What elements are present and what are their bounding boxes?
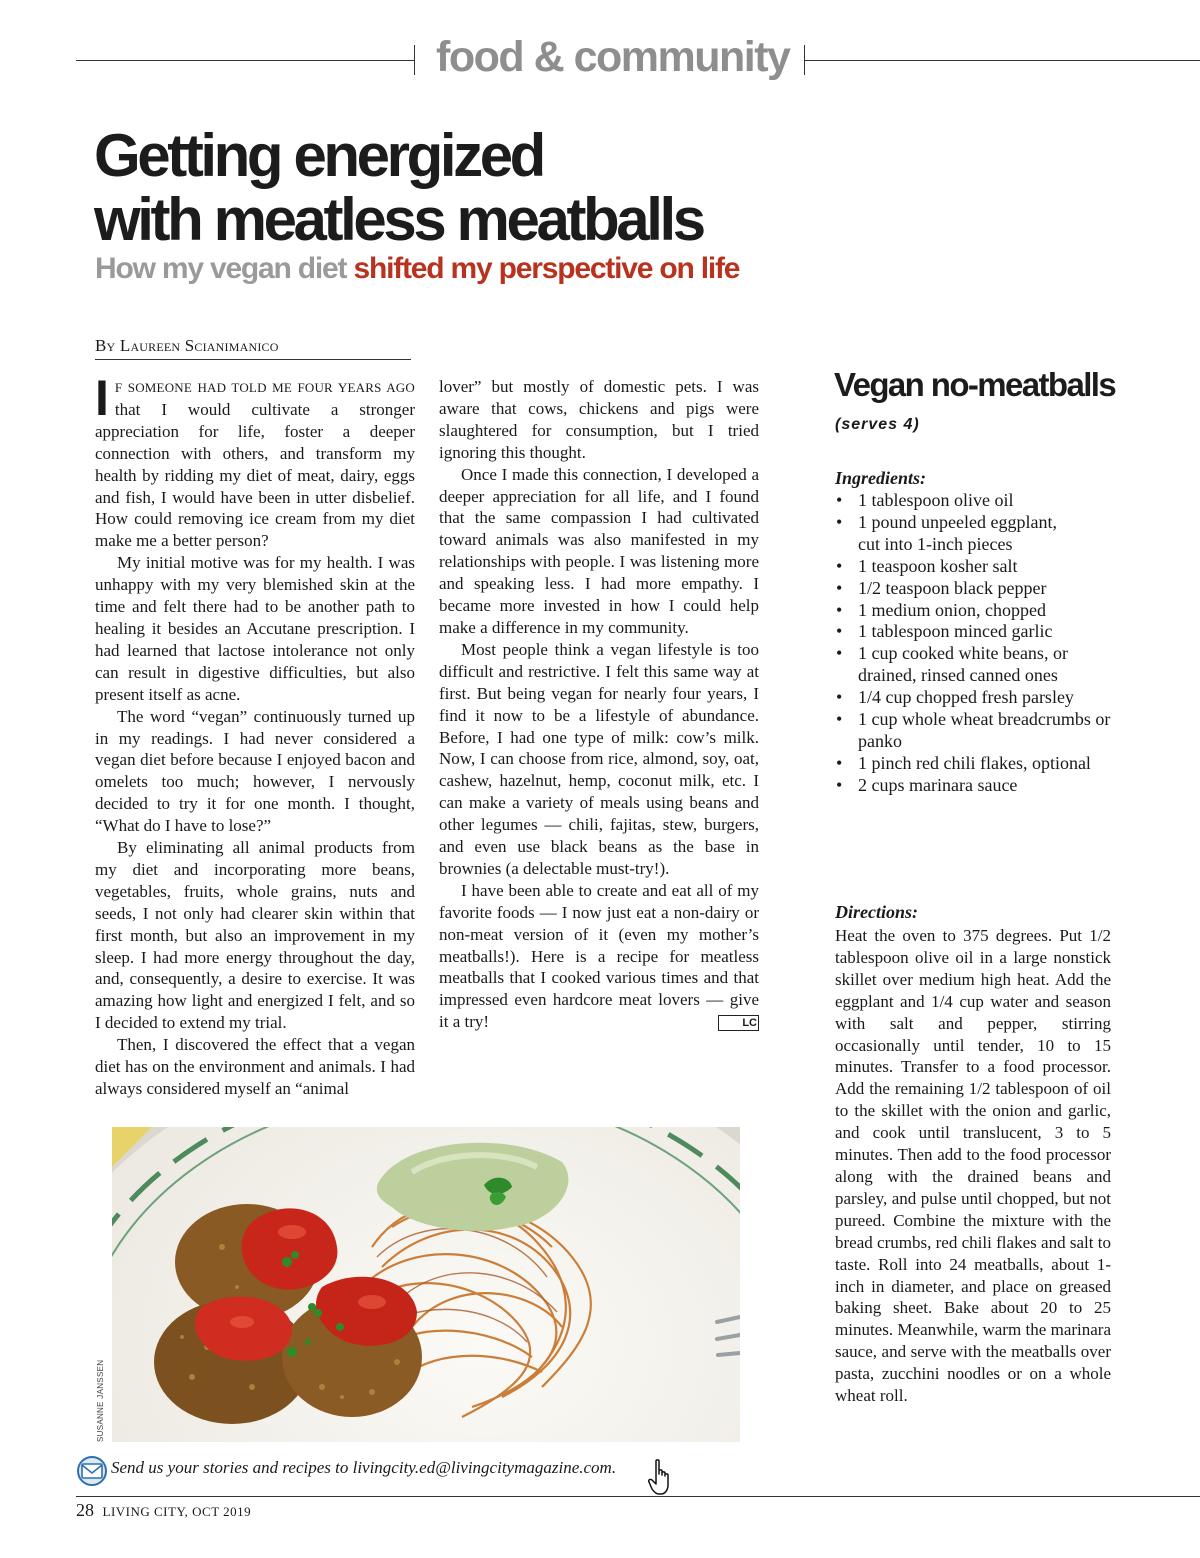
paragraph-5-start: Then, I discovered the effect that a vegan diet has on the environment and animals. I had always considered myself an “animal <box>95 1035 415 1098</box>
ingredient-item: • 1 tablespoon olive oil <box>835 490 1135 512</box>
ingredient-item: • 1/2 teaspoon black pepper <box>835 578 1135 600</box>
ingredient-item: • 1/4 cup chopped fresh parsley <box>835 687 1135 709</box>
paragraph-8-text: I have been able to create and eat all of my favorite foods — I now just eat a non-dairy or non-meat version of it (even my mother’s meatballs!). Here is a recipe for meatless meatballs that I cooked various times and that impressed even hardcore meat lovers — give it a try! <box>439 880 759 1032</box>
ingredient-item: • 1 pound unpeeled eggplant, cut into 1-inch pieces <box>835 512 1058 556</box>
ingredient-item: • 1 medium onion, chopped <box>835 600 1135 622</box>
ingredient-item: • 1 pinch red chili flakes, optional <box>835 753 1135 775</box>
headline <box>94 124 854 252</box>
ingredient-item: • 1 cup whole wheat breadcrumbs or panko <box>835 709 1118 753</box>
directions-text: Heat the oven to 375 degrees. Put 1/2 tablespoon olive oil in a large nonstick skillet over medium high heat. Add the eggplant and 1/4 cup water and season with salt and pepper, stirring occasionally until tender, 10 to 15 minutes. Transfer to a food processor. Add the remaining 1/2 tablespoon of oil to the skillet with the onion and garlic, and cook until translucent, 3 to 5 minutes. Then add to the food processor along with the drained beans and parsley, and pulse until chopped, but not pureed. Combine the mixture with the bread crumbs, red chili flakes and salt to taste. Roll into 24 meatballs, about 1-inch in diameter, and place on greased baking sheet. Bake about 20 to 25 minutes. Meanwhile, warm the marinara sauce, and serve with the meatballs over pasta, zucchini noodles or on a whole wheat roll. <box>835 926 1111 1406</box>
article-column-2 <box>439 376 759 1033</box>
paragraph-1 <box>95 370 415 552</box>
publication-date: LIVING CITY, OCT 2019 <box>102 1504 252 1519</box>
footer-rule <box>76 1496 1200 1497</box>
section-label: food & community <box>436 33 790 81</box>
recipe-title: Vegan no-meatballs <box>834 366 1116 403</box>
byline: By Laureen Scianimanico <box>95 336 411 360</box>
headline-line-2: with meatless meatballs <box>94 186 703 253</box>
photo-credit: SUSANNE JANSSEN <box>96 1359 105 1442</box>
ingredients-list <box>835 490 1135 797</box>
paragraph-2: My initial motive was for my health. I was unhappy with my very blemished skin at the time and felt there had to be another path to healing it besides an Accutane prescription. I had learned that lactose intolerance not only can result in digestive difficulties, but also present itself as acne. <box>95 553 415 704</box>
headline-line-1: Getting energized <box>94 122 543 189</box>
page-number: 28 <box>76 1500 94 1520</box>
end-mark-logo: LC <box>718 1015 759 1031</box>
subhead-grey: How my vegan diet <box>95 252 347 285</box>
article-column-1 <box>95 370 415 1100</box>
ingredient-item: • 1 teaspoon kosher salt <box>835 556 1135 578</box>
submission-note[interactable]: Send us your stories and recipes to livingcity.ed@livingcitymagazine.com. <box>111 1458 617 1477</box>
subhead <box>95 252 739 286</box>
dish-photo <box>112 1127 740 1442</box>
ingredients-label: Ingredients: <box>835 468 927 488</box>
drop-cap: I <box>95 370 109 426</box>
recipe-serves: (serves 4) <box>835 416 920 433</box>
paragraph-7: Most people think a vegan lifestyle is too difficult and restrictive. I felt this same way at first. But being vegan for nearly four years, I find it now to be a lifestyle of abundance. Before, I had one type of milk: cow’s milk. Now, I can choose from rice, almond, soy, oat, cashew, hazelnut, hemp, coconut milk, etc. I can make a variety of meals using beans and other legumes — chili, fajitas, stew, burgers, and even use black beans as the base in brownies (a delectable must-try!). <box>439 639 759 878</box>
header-rule-left <box>76 60 414 61</box>
ingredient-item: • 2 cups marinara sauce <box>835 775 1135 797</box>
paragraph-1-text: that I would cultivate a stronger appreciation for life, foster a deeper connection with others, and transform my health by ridding my diet of meat, dairy, eggs and fish, I would have been in utter disbelief. How could removing ice cream from my diet make me a better person? <box>95 399 415 551</box>
header-tick-left <box>414 45 415 75</box>
dish-photo-illustration <box>112 1127 740 1442</box>
header-rule-right <box>804 60 1200 61</box>
paragraph-4: By eliminating all animal products from my diet and incorporating more beans, vegetables, fruits, whole grains, nuts and seeds, I not only had clearer skin within that first month, but also an improvement in my sleep. I had more energy throughout the day, and, consequently, a desire to exercise. It was amazing how light and energized I felt, and so I decided to extend my trial. <box>95 838 415 1033</box>
ingredient-item: • 1 cup cooked white beans, or drained, rinsed canned ones <box>835 643 1093 687</box>
envelope-icon[interactable] <box>76 1456 108 1491</box>
lead-in-caps: F SOMEONE HAD TOLD ME FOUR YEARS AGO <box>114 380 415 395</box>
folio <box>76 1500 251 1521</box>
paragraph-3: The word “vegan” continuously turned up in my readings. I had never considered a vegan diet before because I enjoyed bacon and omelets too much; however, I nervously decided to try it for one month. I thought, “What do I have to lose?” <box>95 706 415 836</box>
paragraph-5-end: lover” but mostly of domestic pets. I was aware that cows, chickens and pigs were slaughtered for consumption, but I tried ignoring this thought. <box>439 377 759 462</box>
paragraph-6: Once I made this connection, I developed a deeper appreciation for all life, and I found that the same compassion I had cultivated toward animals was also manifested in my relationships with people. I was listening more and speaking less. I had more empathy. I became more invested in how I could help make a difference in my community. <box>439 464 759 637</box>
subhead-red: shifted my perspective on life <box>353 252 740 285</box>
paragraph-8 <box>439 880 759 1033</box>
directions-label: Directions: <box>835 902 918 922</box>
ingredient-item: • 1 tablespoon minced garlic <box>835 621 1135 643</box>
